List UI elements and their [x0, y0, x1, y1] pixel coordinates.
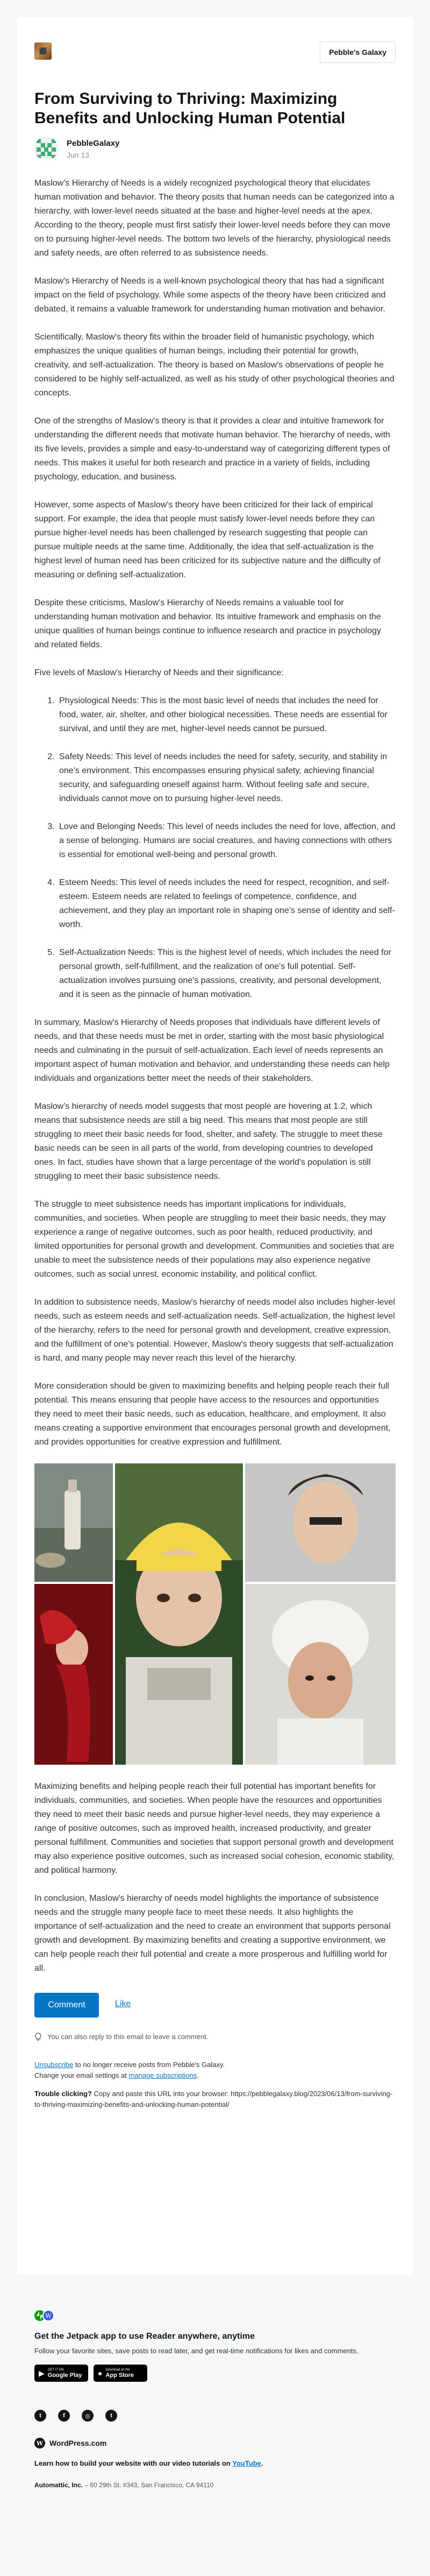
paragraph: Maslow's Hierarchy of Needs is a widely recognized psychological theory that elucidates human motivation and behavior. The theory posits that human needs can be categorized into a hierarchy, with lower-level needs situated at the base and higher-level needs at the apex. According to the theory, people must first satisfy their lower-level needs before they can move on to pursuing higher-level needs. The bottom two levels of the hierarchy, physiological needs and safety needs, are often referred to as subsistence needs.	[34, 179, 395, 258]
paragraph: Five levels of Maslow's Hierarchy of Needs and their significance:	[34, 668, 284, 677]
google-play-button[interactable]	[34, 2365, 88, 2382]
app-logos	[34, 2309, 396, 2322]
trouble-line	[34, 2089, 396, 2110]
company-address	[34, 2481, 396, 2489]
jetpack-footer	[34, 2309, 396, 2489]
wordpress-brand[interactable]	[34, 2438, 396, 2448]
app-store-label: App Store	[105, 2372, 134, 2379]
paragraph: The struggle to meet subsistence needs has important implications for individuals, communities, and societies. When people are struggling to meet their basic needs, they may experience a range of negative outcomes, such as poor health, reduced productivity, and limited opportunities for personal growth and development. Communities and societies that are unable to meet the subsistence needs of their populations may also experience negative outcomes, such as social unrest, economic instability, and political conflict.	[34, 1200, 395, 1279]
reply-note-text: You can also reply to this email to leave a comment.	[47, 2033, 209, 2041]
unsubscribe-line	[34, 2060, 396, 2070]
comment-button[interactable]: Comment	[34, 1993, 99, 2018]
paragraph: In summary, Maslow's Hierarchy of Needs proposes that individuals have different levels of needs, and that these needs must be met in order, starting with the most basic physiological needs and culminating in the pursuit of self-actualization. Each level of needs represents an important aspect of human motivation and behavior, and understanding these needs can help individuals and organizations better meet the needs of their stakeholders.	[34, 1018, 390, 1083]
list-item: 3. Love and Belonging Needs: This level of needs includes the need for love, affection, and a sense of belonging. Humans are social creatures, and having connections with others is essential for emotional well-being and personal growth.	[57, 820, 396, 862]
app-store-small: Download on the	[105, 2368, 130, 2372]
trouble-text: Copy and paste this URL into your browser:	[91, 2090, 229, 2098]
paragraph: Scientifically, Maslow's theory fits within the broader field of humanistic psychology, which emphasizes the unique qualities of human beings, including their potential for growth, creativity, and self-actualization. The theory is based on Maslow's observations of people he considered to be highly self-actualized, as well as his study of other psychological theories and concepts.	[34, 332, 395, 398]
paragraph: Maslow's hierarchy of needs model suggests that most people are hovering at 1.2, which means that subsistence needs are still a big need. This means that most people are still struggling to meet their basic needs for food, shelter, and safety. The struggle to meet these basic needs can be seen in all parts of the world, from developing countries to developed ones. In fact, studies have shown that a large percentage of the world's population is still struggling to meet their basic subsistence needs.	[34, 1102, 383, 1181]
paragraph: However, some aspects of Maslow's theory have been criticized for their lack of empirical support. For example, the idea that people must satisfy lower-level needs before they can pursue higher-level needs has been challenged by research suggesting that people can pursue multiple needs at the same time. Additionally, the idea that self-actualization is the highest level of human need has been criticized for its subjective nature and the difficulty of measuring or defining self-actualization.	[34, 500, 381, 579]
learn-end: .	[261, 2459, 263, 2467]
apple-icon: ●	[98, 2369, 103, 2377]
author-name[interactable]: PebbleGalaxy	[67, 139, 120, 148]
author-block	[34, 133, 396, 164]
post-actions	[34, 1990, 396, 2020]
post-date: Jun 13	[67, 151, 90, 159]
paragraph: Despite these criticisms, Maslow's Hierarchy of Needs remains a valuable tool for understanding human motivation and behavior. Its intuitive framework and emphasis on the unique qualities of human beings continue to influence research and practice in psychology and related fields.	[34, 598, 381, 649]
unsubscribe-text: to no longer receive posts from Pebble's Galaxy.	[73, 2061, 225, 2069]
lightbulb-icon	[34, 2033, 42, 2041]
paragraph: In conclusion, Maslow's hierarchy of needs model highlights the importance of subsistence needs and the struggle many people face to meet these needs. It also highlights the importance of self-actualization and the need to create an environment that supports personal growth and development. By maximizing benefits and creating a supportive environment, we can help people reach their full potential and create a more prosperous and fulfilling world for all.	[34, 1894, 391, 1973]
site-name-button[interactable]: Pebble's Galaxy	[320, 41, 396, 63]
like-link[interactable]: Like	[115, 1999, 131, 2008]
tumblr-icon[interactable]: t	[105, 2410, 117, 2422]
site-header	[34, 41, 396, 64]
twitter-icon[interactable]: t	[34, 2410, 46, 2422]
paragraph: One of the strengths of Maslow's theory is that it provides a clear and intuitive framework for understanding the different needs that motivate human behavior. The hierarchy of needs, with its five levels, provides a simple and easy-to-understand way of categorizing different types of needs. This makes it useful for both research and practice in a variety of fields, including psychology, education, and business.	[34, 416, 391, 482]
google-play-small: GET IT ON	[47, 2368, 64, 2372]
paragraph: In addition to subsistence needs, Maslow's hierarchy of needs model also includes higher-level needs, such as esteem needs and self-actualization needs. Self-actualization, the highest level of the hierarchy, refers to the need for personal growth and development, creative expression, and the fulfillment of one's potential. However, Maslow's theory suggests that self-actualization is hard, and many people may never reach this level of the hierarchy.	[34, 1298, 395, 1363]
manage-subscriptions-link[interactable]: manage subscriptions	[128, 2071, 197, 2079]
youtube-link[interactable]: YouTube	[232, 2459, 261, 2467]
footer-notes	[34, 2060, 396, 2110]
store-badges	[34, 2365, 396, 2382]
gallery-image-bottle[interactable]	[34, 1463, 113, 1582]
wordpress-label: WordPress.com	[49, 2439, 107, 2447]
paragraph: More consideration should be given to maximizing benefits and helping people reach their full potential. This means ensuring that people have access to the resources and opportunities they need to meet their basic needs, such as education, healthcare, and employment. It also means creating a supportive environment that encourages personal growth and development, and provides opportunities for creative expression and fulfillment.	[34, 1382, 391, 1447]
reply-note	[34, 2030, 396, 2043]
settings-text: Change your email settings at	[34, 2071, 129, 2079]
google-play-icon: ▶	[39, 2368, 45, 2377]
jetpack-title: Get the Jetpack app to use Reader anywhere, anytime	[34, 2332, 255, 2341]
trouble-url[interactable]: https://pebblegalaxy.blog/2023/06/13/from-surviving-to-thriving-maximizing-benefits-and-unlocking-human-potential/	[34, 2090, 393, 2108]
site-logo-icon: ⬛	[39, 47, 47, 55]
list-item: 5. Self-Actualization Needs: This is the highest level of needs, which includes the need for personal growth, self-fulfillment, and the realization of one's full potential. Self-actualization involves pursuing one's passions, creativity, and personal development, and it is seen as the pinnacle of human motivation.	[57, 946, 396, 1002]
paragraph: Maslow's Hierarchy of Needs is a well-known psychological theory that has had a significant impact on the field of psychology. While some aspects of the theory have been criticized and debated, it remains a valuable framework for understanding human motivation and behavior.	[34, 277, 386, 314]
paragraph: Maximizing benefits and helping people reach their full potential has important benefits for individuals, communities, and societies. When people have the resources and opportunities they need to meet their basic needs and pursue higher-level needs, they may experience a range of positive outcomes, such as improved health, increased productivity, and greater personal fulfillment. Communities and societies that support personal growth and development may also experience positive outcomes, such as increased social cohesion, economic stability, and political harmony.	[34, 1782, 395, 1875]
gallery-image-red-figure[interactable]	[34, 1584, 113, 1765]
gallery-image-astronaut[interactable]	[115, 1463, 243, 1765]
settings-end: .	[197, 2071, 199, 2079]
list-item: 1. Physiological Needs: This is the most basic level of needs that includes the need for food, water, air, shelter, and other biological necessities. These needs are essential for survival, and until they are met, higher-level needs cannot be pursued.	[57, 694, 396, 736]
svg-text:W: W	[45, 2312, 52, 2319]
address-text: – 60 29th St. #343, San Francisco, CA 94110	[83, 2481, 214, 2489]
company-name: Automattic, Inc.	[34, 2481, 83, 2489]
list-item: 4. Esteem Needs: This level of needs includes the need for respect, recognition, and self-esteem. Esteem needs are related to feelings of competence, confidence, and achievement, and they play an important role in shaping one's sense of identity and self-worth.	[57, 876, 396, 932]
social-links	[34, 2410, 396, 2422]
avatar[interactable]	[34, 137, 58, 160]
site-logo[interactable]	[34, 43, 52, 60]
learn-text: Learn how to build your website with our video tutorials on	[34, 2459, 233, 2467]
image-gallery	[34, 1463, 396, 1765]
unsubscribe-link[interactable]: Unsubscribe	[34, 2061, 74, 2069]
wordpress-icon: W	[34, 2438, 45, 2448]
instagram-icon[interactable]: ◎	[82, 2410, 94, 2422]
jetpack-wordpress-icon	[34, 2309, 56, 2322]
needs-list	[34, 694, 396, 1002]
list-item: 2. Safety Needs: This level of needs includes the need for safety, security, and stability in one's environment. This encompasses ensuring physical safety, achieving financial security, and safeguarding oneself against harm. Without feeling safe and secure, individuals cannot move on to pursuing higher-level needs.	[57, 750, 396, 806]
settings-line	[34, 2070, 396, 2081]
post-body	[34, 176, 396, 2110]
learn-line	[34, 2459, 396, 2467]
trouble-label: Trouble clicking?	[34, 2090, 92, 2098]
jetpack-text: Follow your favorite sites, save posts to read later, and get real-time notifications for likes and comments.	[34, 2347, 359, 2355]
google-play-label: Google Play	[47, 2372, 82, 2379]
gallery-image-portrait[interactable]	[245, 1463, 396, 1582]
gallery-image-towel-woman[interactable]	[245, 1584, 396, 1765]
facebook-icon[interactable]: f	[58, 2410, 70, 2422]
app-store-button[interactable]	[94, 2365, 147, 2382]
post-title[interactable]: From Surviving to Thriving: Maximizing Benefits and Unlocking Human Potential	[34, 90, 346, 127]
